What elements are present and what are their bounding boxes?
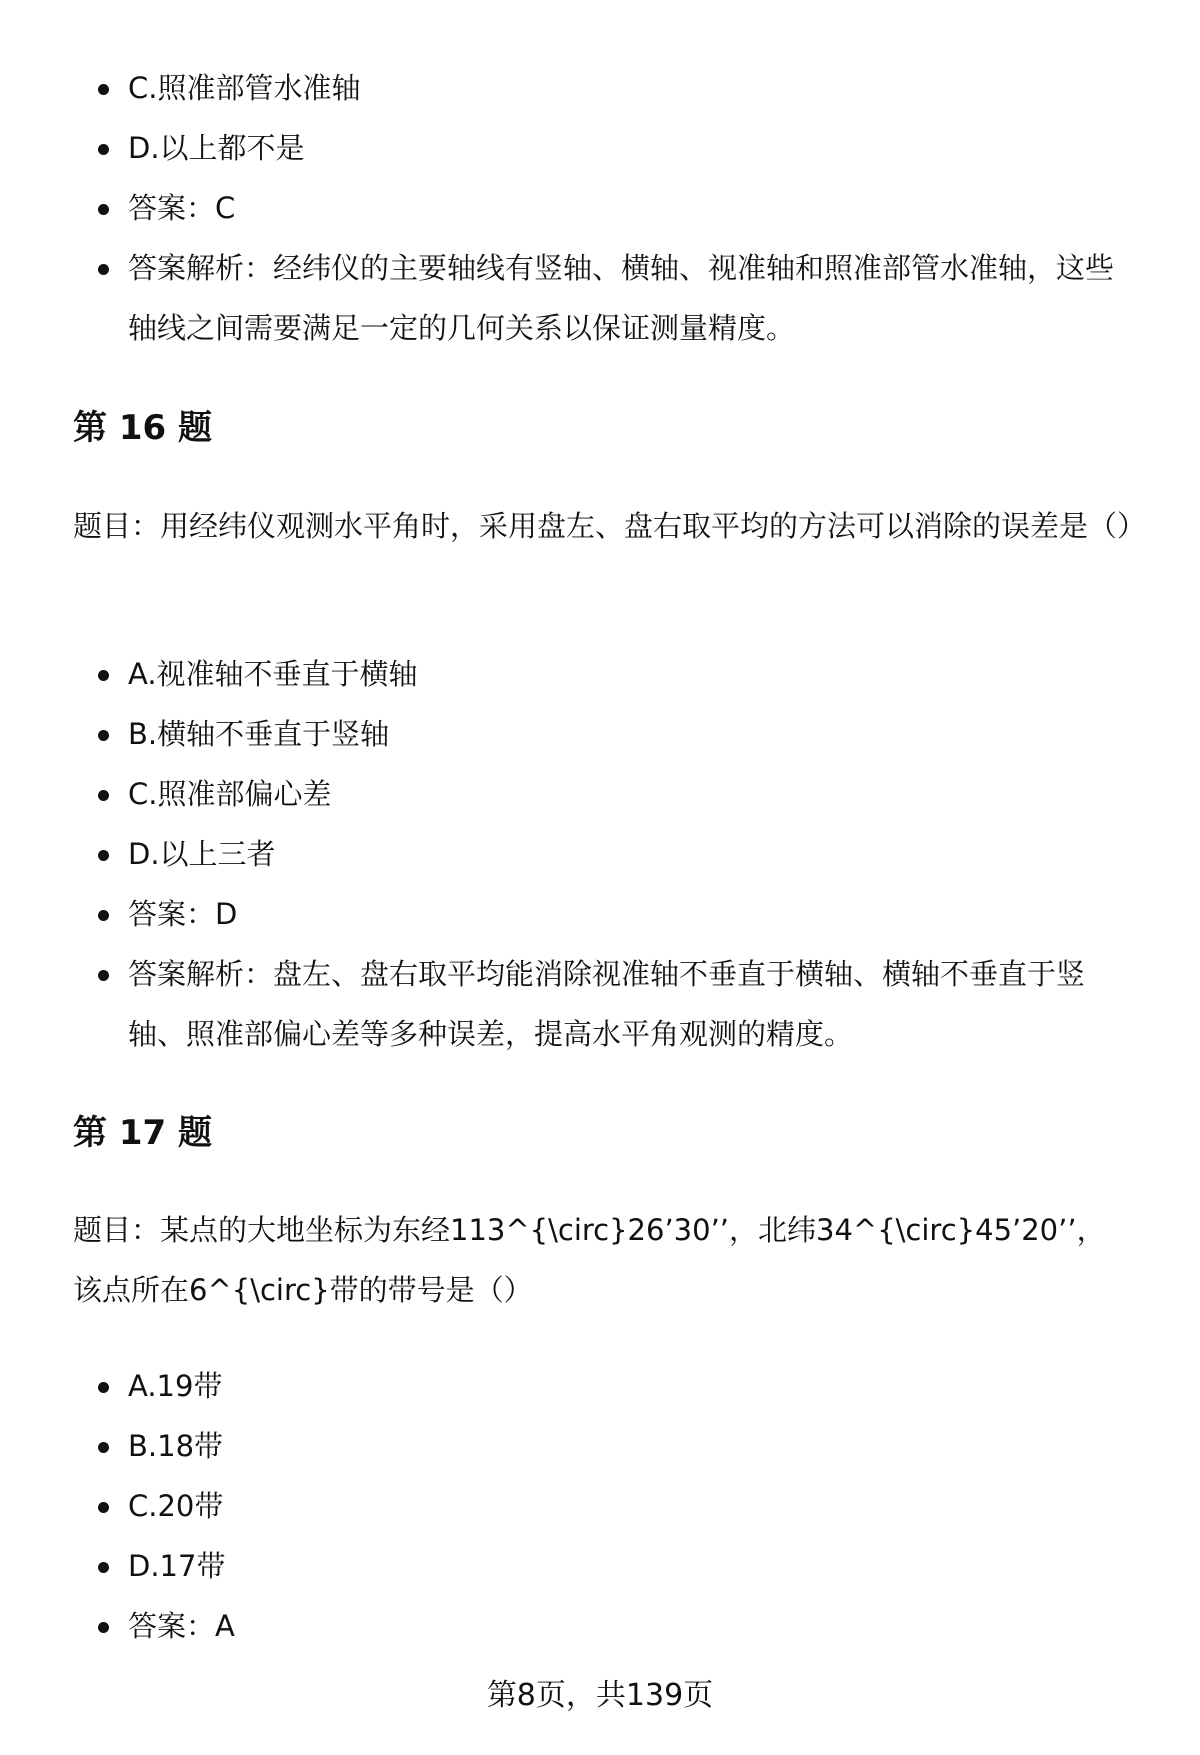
q17-option-list [0,1356,1200,1656]
q17-heading: 第 17 题 [73,1113,212,1153]
q15-option-d: D.以上都不是 [0,118,1200,178]
q16-option-list [0,644,1200,1064]
q16-analysis: 答案解析：盘左、盘右取平均能消除视准轴不垂直于横轴、横轴不垂直于竖轴、照准部偏心差等多种误差，提高水平角观测的精度。 [0,944,1200,1064]
q16-question: 题目：用经纬仪观测水平角时，采用盘左、盘右取平均的方法可以消除的误差是（） [73,509,1147,543]
q17-question: 题目：某点的大地坐标为东经113^{\circ}26’30’’，北纬34^{\circ}45’20’’，该点所在6^{\circ}带的带号是（） [73,1213,1106,1307]
q17-option-b: B.18带 [0,1416,1200,1476]
q15-option-c: C.照准部管水准轴 [0,58,1200,118]
q15-answer: 答案：C [0,178,1200,238]
q16-option-c: C.照准部偏心差 [0,764,1200,824]
q16-option-b: B.横轴不垂直于竖轴 [0,704,1200,764]
q17-option-a: A.19带 [0,1356,1200,1416]
q16-option-d: D.以上三者 [0,824,1200,884]
q17-answer: 答案：A [0,1596,1200,1656]
q15-analysis: 答案解析：经纬仪的主要轴线有竖轴、横轴、视准轴和照准部管水准轴，这些轴线之间需要满足一定的几何关系以保证测量精度。 [0,238,1200,358]
q16-answer: 答案：D [0,884,1200,944]
q17-option-c: C.20带 [0,1476,1200,1536]
q16-option-a: A.视准轴不垂直于横轴 [0,644,1200,704]
q17-option-d: D.17带 [0,1536,1200,1596]
q15-option-list [0,58,1200,358]
q16-heading: 第 16 题 [73,408,212,448]
page-number-footer: 第8页，共139页 [486,1678,714,1713]
